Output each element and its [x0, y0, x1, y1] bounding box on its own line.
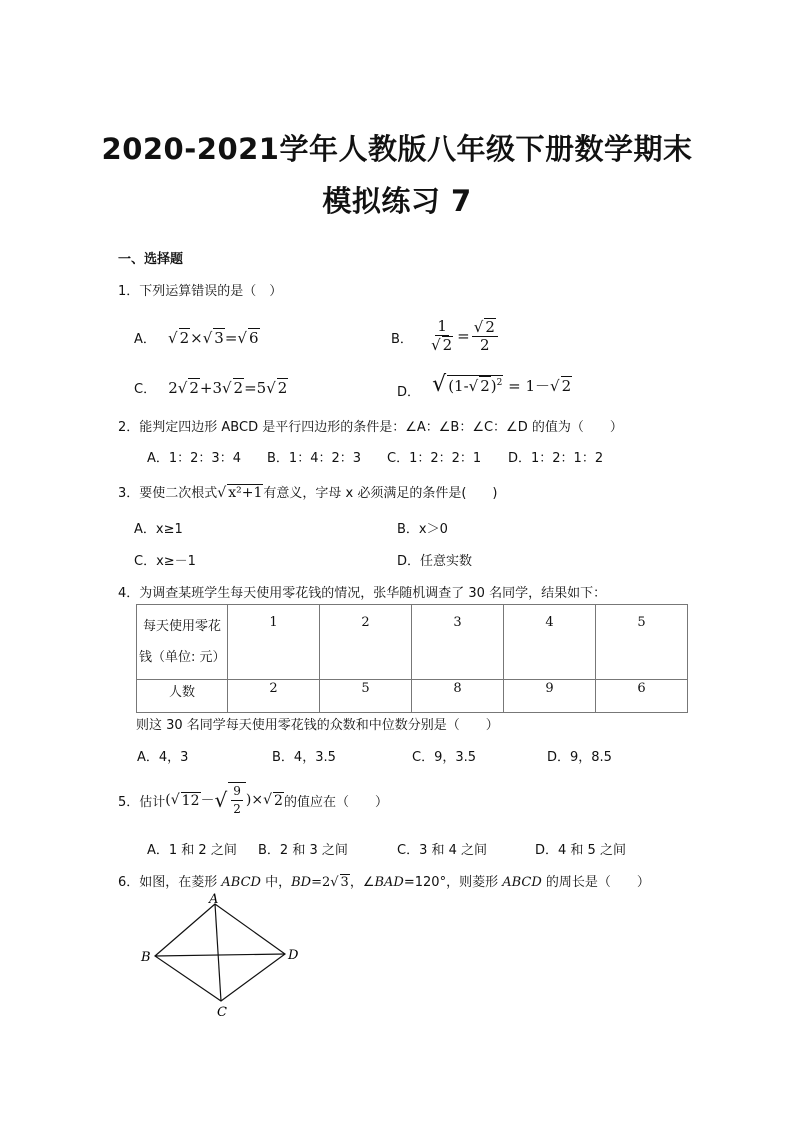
- q2-option-b: B．1：4：2：3: [267, 451, 362, 466]
- vertex-label-c: C: [217, 1005, 227, 1020]
- q5-stem-pre: 5．估计: [118, 794, 166, 810]
- vertex-label-b: B: [141, 950, 151, 965]
- question-2-stem: 2．能判定四边形 ABCD 是平行四边形的条件是：∠A：∠B：∠C：∠D 的值为（ ）: [118, 420, 623, 435]
- vertex-label-d: D: [288, 948, 299, 963]
- q1-option-c: [134, 378, 288, 397]
- page-subtitle: 模拟练习 7: [322, 184, 472, 218]
- section-heading: 一、选择题: [118, 252, 184, 267]
- q3-radical: √ x²+1: [217, 485, 263, 501]
- table-cell: 5: [596, 605, 688, 680]
- q4-option-c: C．9，3.5: [412, 750, 477, 765]
- q2-option-c: C．1：2：2：1: [387, 451, 482, 466]
- q1-option-d-label: D．: [397, 385, 421, 400]
- q5-option-b: B．2 和 3 之间: [258, 843, 348, 858]
- q5-option-c: C．3 和 4 之间: [397, 843, 488, 858]
- diagonal-bd: [155, 954, 285, 956]
- question-1-stem: 1．下列运算错误的是（ ）: [118, 284, 283, 299]
- table-cell: 2: [228, 680, 320, 713]
- question-3-stem: [118, 482, 497, 501]
- q1-option-d-formula: √ (1-√ 2)$^2$ = 1－√ 2: [432, 372, 572, 397]
- q5-option-d: D．4 和 5 之间: [535, 843, 626, 858]
- q1-option-b-label: B．: [391, 332, 413, 347]
- q2-option-a: A．1：2：3：4: [147, 451, 241, 466]
- q1-option-b-formula: $\frac{1}{√ 2}$ = $\frac{√ 2}{2}$: [427, 318, 500, 354]
- question-6-stem: 6．如图，在菱形 ABCD 中，BD=2√ 3，∠BAD=120°，则菱形 ABCD 的周长是（ ）: [118, 875, 650, 890]
- q3-option-d: D．任意实数: [397, 554, 473, 569]
- q3-option-c: C．x≥－1: [134, 554, 196, 569]
- q4-option-d: D．9，8.5: [547, 750, 612, 765]
- q5-option-a: A．1 和 2 之间: [147, 843, 237, 858]
- q4-option-a: A．4，3: [137, 750, 189, 765]
- table-header-cell: 每天使用零花钱（单位: 元）: [137, 605, 228, 680]
- q1-option-a-label: A．: [134, 332, 156, 347]
- question-5-stem: [118, 782, 388, 818]
- q1-option-d: [397, 372, 572, 400]
- table-cell: 8: [412, 680, 504, 713]
- table-cell: 1: [228, 605, 320, 680]
- q3-stem-pre: 3．要使二次根式: [118, 486, 218, 501]
- q1-option-a: [134, 328, 260, 347]
- table-cell: 5: [320, 680, 412, 713]
- q4-option-b: B．4，3.5: [272, 750, 336, 765]
- rhombus-figure: [130, 892, 310, 1020]
- q1-option-c-formula: 2√ 2+3√ 2=5√ 2: [168, 379, 288, 397]
- table-cell: 6: [596, 680, 688, 713]
- q2-option-d: D．1：2：1：2: [508, 451, 604, 466]
- q5-stem-post: 的值应在（ ）: [283, 794, 388, 810]
- q4-data-table: [136, 604, 688, 713]
- q5-expression: (√ 12 － √ $\frac{9}{2}$ )×√ 2: [165, 784, 283, 816]
- table-header-cell: 人数: [137, 680, 228, 713]
- q3-option-b: B．x＞0: [397, 522, 448, 537]
- page-title: 2020-2021学年人教版八年级下册数学期末: [101, 132, 693, 166]
- q1-option-a-formula: √ 2×√ 3=√ 6: [168, 329, 259, 347]
- table-cell: 3: [412, 605, 504, 680]
- table-cell: 2: [320, 605, 412, 680]
- q4-follow-up: 则这 30 名同学每天使用零花钱的众数和中位数分别是（ ）: [136, 718, 499, 733]
- table-row: [137, 605, 688, 680]
- question-4-stem: 4．为调查某班学生每天使用零花钱的情况，张华随机调查了 30 名同学，结果如下：: [118, 586, 607, 601]
- table-cell: 4: [504, 605, 596, 680]
- q3-stem-post: 有意义，字母 x 必须满足的条件是( ): [263, 486, 498, 501]
- q1-option-b: [391, 316, 500, 354]
- q1-option-c-label: C．: [134, 382, 157, 397]
- diagonal-ac: [215, 904, 221, 1001]
- table-row: [137, 680, 688, 713]
- vertex-label-a: A: [209, 892, 219, 907]
- table-cell: 9: [504, 680, 596, 713]
- q3-option-a: A．x≥1: [134, 522, 183, 537]
